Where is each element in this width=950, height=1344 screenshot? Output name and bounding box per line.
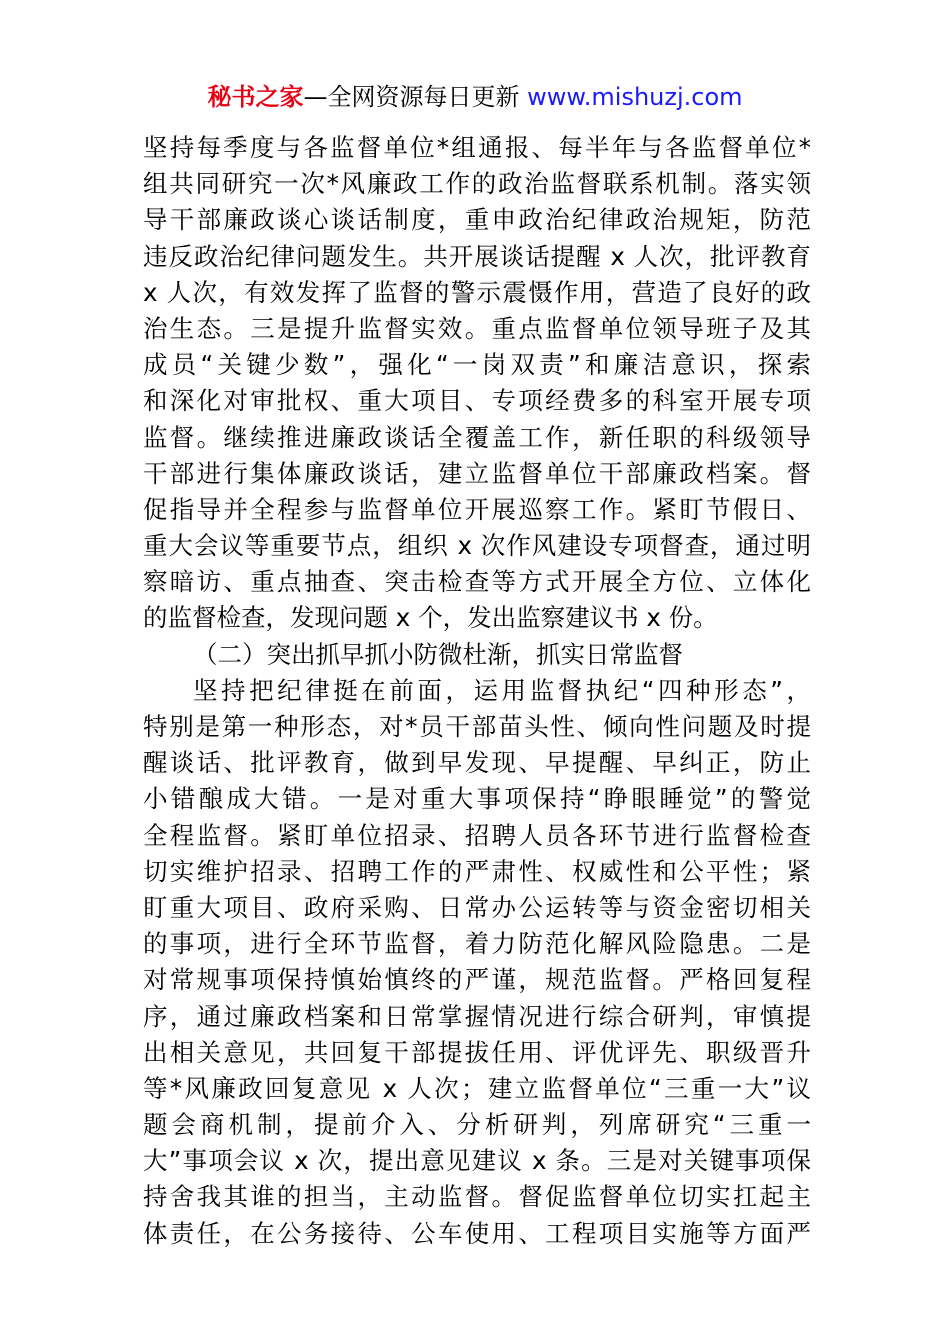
paragraph-line: 促指导并全程参与监督单位开展巡察工作。紧盯节假日、 (143, 494, 811, 524)
paragraph-line: 持舍我其谁的担当，主动监督。督促监督单位切实扛起主 (143, 1182, 811, 1212)
paragraph-line: 大”事项会议 x 次，提出意见建议 x 条。三是对关键事项保 (143, 1146, 811, 1176)
paragraph-line: 干部进行集体廉政谈话，建立监督单位干部廉政档案。督 (143, 458, 811, 488)
paragraph-line: 治生态。三是提升监督实效。重点监督单位领导班子及其 (143, 313, 811, 343)
paragraph-line: 的事项，进行全环节监督，着力防范化解风险隐患。二是 (143, 929, 811, 959)
paragraph-line: 组共同研究一次*风廉政工作的政治监督联系机制。落实领 (143, 169, 811, 199)
paragraph-line: 等*风廉政回复意见 x 人次；建立监督单位“三重一大”议 (143, 1073, 811, 1103)
paragraph-line: 切实维护招录、招聘工作的严肃性、权威性和公平性；紧 (143, 856, 811, 886)
paragraph-line: 的监督检查，发现问题 x 个，发出监察建议书 x 份。 (143, 603, 718, 633)
paragraph-line: 出相关意见，共回复干部提拔任用、评优评先、职级晋升 (143, 1037, 811, 1067)
paragraph-line: 察暗访、重点抽查、突击检查等方式开展全方位、立体化 (143, 567, 811, 597)
paragraph-line: 序，通过廉政档案和日常掌握情况进行综合研判，审慎提 (143, 1001, 811, 1031)
paragraph-line: 违反政治纪律问题发生。共开展谈话提醒 x 人次，批评教育 (143, 241, 811, 271)
paragraph-line: 特别是第一种形态，对*员干部苗头性、倾向性问题及时提 (143, 712, 811, 741)
paragraph-line: 体责任，在公务接待、公车使用、工程项目实施等方面严 (143, 1218, 811, 1248)
paragraph-line: 盯重大项目、政府采购、日常办公运转等与资金密切相关 (143, 892, 811, 922)
paragraph-line: 监督。继续推进廉政谈话全覆盖工作，新任职的科级领导 (143, 422, 811, 452)
document-body (143, 130, 811, 1252)
site-url[interactable]: www.mishuzj.com (527, 83, 743, 111)
paragraph-line: 成员“关键少数”，强化“一岗双责”和廉洁意识，探索 (143, 350, 811, 380)
paragraph-line: 对常规事项保持慎始慎终的严谨，规范监督。严格回复程 (143, 965, 811, 995)
paragraph-line: 坚持每季度与各监督单位*组通报、每半年与各监督单位* (143, 133, 811, 162)
paragraph-line: 醒谈话、批评教育，做到早发现、早提醒、早纠正，防止 (143, 748, 811, 778)
paragraph-line: 重大会议等重要节点，组织 x 次作风建设专项督查，通过明 (143, 531, 811, 561)
site-tagline: —全网资源每日更新 (303, 83, 520, 111)
paragraph-line: 题会商机制，提前介入、分析研判，列席研究“三重一 (143, 1110, 811, 1140)
section-heading: （二）突出抓早抓小防微杜渐，抓实日常监督 (193, 639, 683, 669)
paragraph-line: 小错酿成大错。一是对重大事项保持“睁眼睡觉”的警觉 (143, 784, 811, 814)
paragraph-line: 导干部廉政谈心谈话制度，重申政治纪律政治规矩，防范 (143, 205, 811, 235)
paragraph-line: 和深化对审批权、重大项目、专项经费多的科室开展专项 (143, 386, 811, 416)
brand-name: 秘书之家 (207, 83, 304, 111)
paragraph-line: x 人次，有效发挥了监督的警示震慑作用，营造了良好的政 (143, 277, 811, 307)
paragraph-line: 全程监督。紧盯单位招录、招聘人员各环节进行监督检查 (143, 820, 811, 850)
paragraph-line: 坚持把纪律挺在前面，运用监督执纪“四种形态”， (193, 675, 811, 705)
site-header (0, 80, 950, 114)
